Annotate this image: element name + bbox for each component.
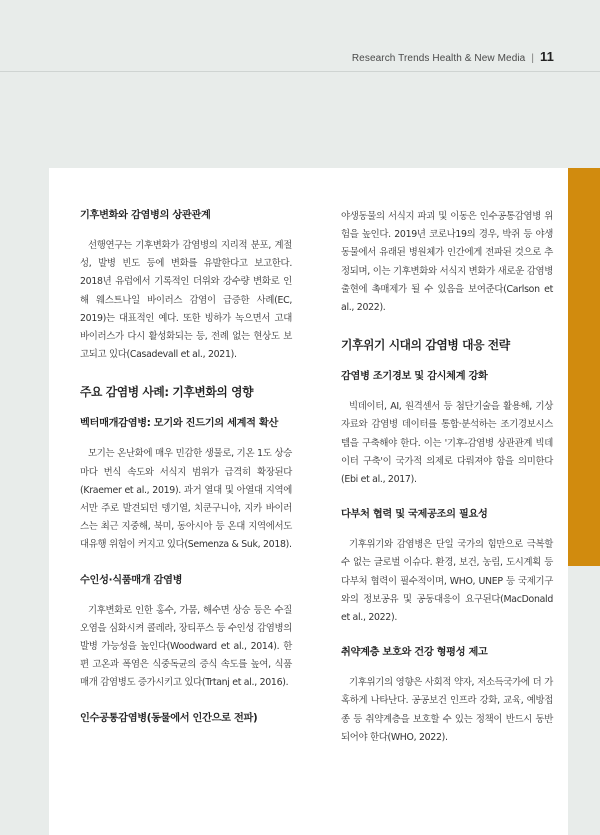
subsection-heading: 기후변화와 감염병의 상관관계 [80, 210, 211, 221]
body-paragraph: 야생동물의 서식지 파괴 및 이동은 인수공통감염병 위험을 높인다. 2019년 코로나19의 경우, 박쥐 등 야생동물에서 유래된 병원체가 인간에게 전파된 것으로 추정되며, 이는 기후변화와 서식지 변화가 새로운 감염병 출현에 촉매제가 될 수 있음을 보여준다(Carlson et al., 2022). [341, 211, 553, 314]
subsection-heading: 벡터매개감염병: 모기와 진드기의 세계적 확산 [80, 418, 279, 430]
body-paragraph: 기후위기의 영향은 사회적 약자, 저소득국가에 더 가혹하게 나타난다. 공공보건 인프라 강화, 교육, 예방접종 등 취약계층을 보호할 수 있는 정책이 반드시 동반되어야 한다(WHO, 2022). [341, 677, 553, 743]
journal-title: Research Trends Health & New Media [351, 53, 526, 64]
subsection-heading: 인수공통감염병(동물에서 인간으로 전파) [80, 712, 258, 724]
subsection-heading: 취약계층 보호와 건강 형평성 제고 [341, 647, 488, 659]
running-header [352, 49, 554, 64]
header-separator: | [531, 53, 535, 64]
right-column [341, 208, 553, 747]
subsection-heading: 감염병 조기경보 및 감시체계 강화 [341, 371, 488, 383]
section-heading: 기후위기 시대의 감염병 대응 전략 [341, 338, 510, 353]
body-paragraph: 기후변화로 인한 홍수, 가뭄, 해수면 상승 등은 수질오염을 심화시켜 콜레라, 장티푸스 등 수인성 감염병의 발병 가능성을 높인다(Woodward et al., 2014). 한편 고온과 폭염은 식중독균의 증식 속도를 높여, 식품매개 감염병도 증가시키고 있다(Trtanj et al., 2016). [80, 604, 292, 689]
accent-bar [568, 168, 600, 566]
subsection-heading: 수인성·식품매개 감염병 [80, 574, 183, 586]
left-column [80, 208, 292, 726]
body-paragraph: 모기는 온난화에 매우 민감한 생물로, 기온 1도 상승마다 번식 속도와 서식지 범위가 급격히 확장된다(Kraemer et al., 2019). 과거 열대 및 아열대 지역에서만 주로 발견되던 뎅기열, 치쿤구니야, 지카 바이러스는 최근 지중해, 북미, 동아시아 등 온대 지역에서도 대유행 위험이 커지고 있다(Semenza & Suk, 2018). [80, 448, 292, 551]
subsection-heading: 다부처 협력 및 국제공조의 필요성 [341, 509, 488, 521]
page-number: 11 [540, 49, 554, 64]
body-paragraph: 빅데이터, AI, 원격센서 등 첨단기술을 활용해, 기상자료와 감염병 데이터를 통합·분석하는 조기경보시스템을 구축해야 한다. 이는 '기후-감염병 상관관계 빅데이터 구축'이 국가적 의제로 다뤄져야 함을 의미한다(Ebi et al., 2017). [341, 401, 553, 486]
header-rule [0, 71, 600, 72]
body-paragraph: 기후위기와 감염병은 단일 국가의 힘만으로 극복할 수 없는 글로벌 이슈다. 환경, 보건, 농림, 도시계획 등 다부처 협력이 필수적이며, WHO, UNEP 등 국제기구와의 정보공유 및 공동대응이 요구된다(MacDonald et al., 2022). [341, 539, 553, 624]
section-heading: 주요 감염병 사례: 기후변화의 영향 [80, 385, 254, 400]
body-paragraph: 선행연구는 기후변화가 감염병의 지리적 분포, 계절성, 발병 빈도 등에 변화를 유발한다고 보고한다. 2018년 유럽에서 기록적인 더위와 강수량 변화로 인해 웨스트나일 바이러스 감염이 급증한 사례(EC, 2019)는 대표적인 예다. 또한 빙하가 녹으면서 고대 바이러스가 다시 활성화되는 등, 전례 없는 현상도 보고되고 있다(Casadevall et al., 2021). [80, 240, 292, 361]
